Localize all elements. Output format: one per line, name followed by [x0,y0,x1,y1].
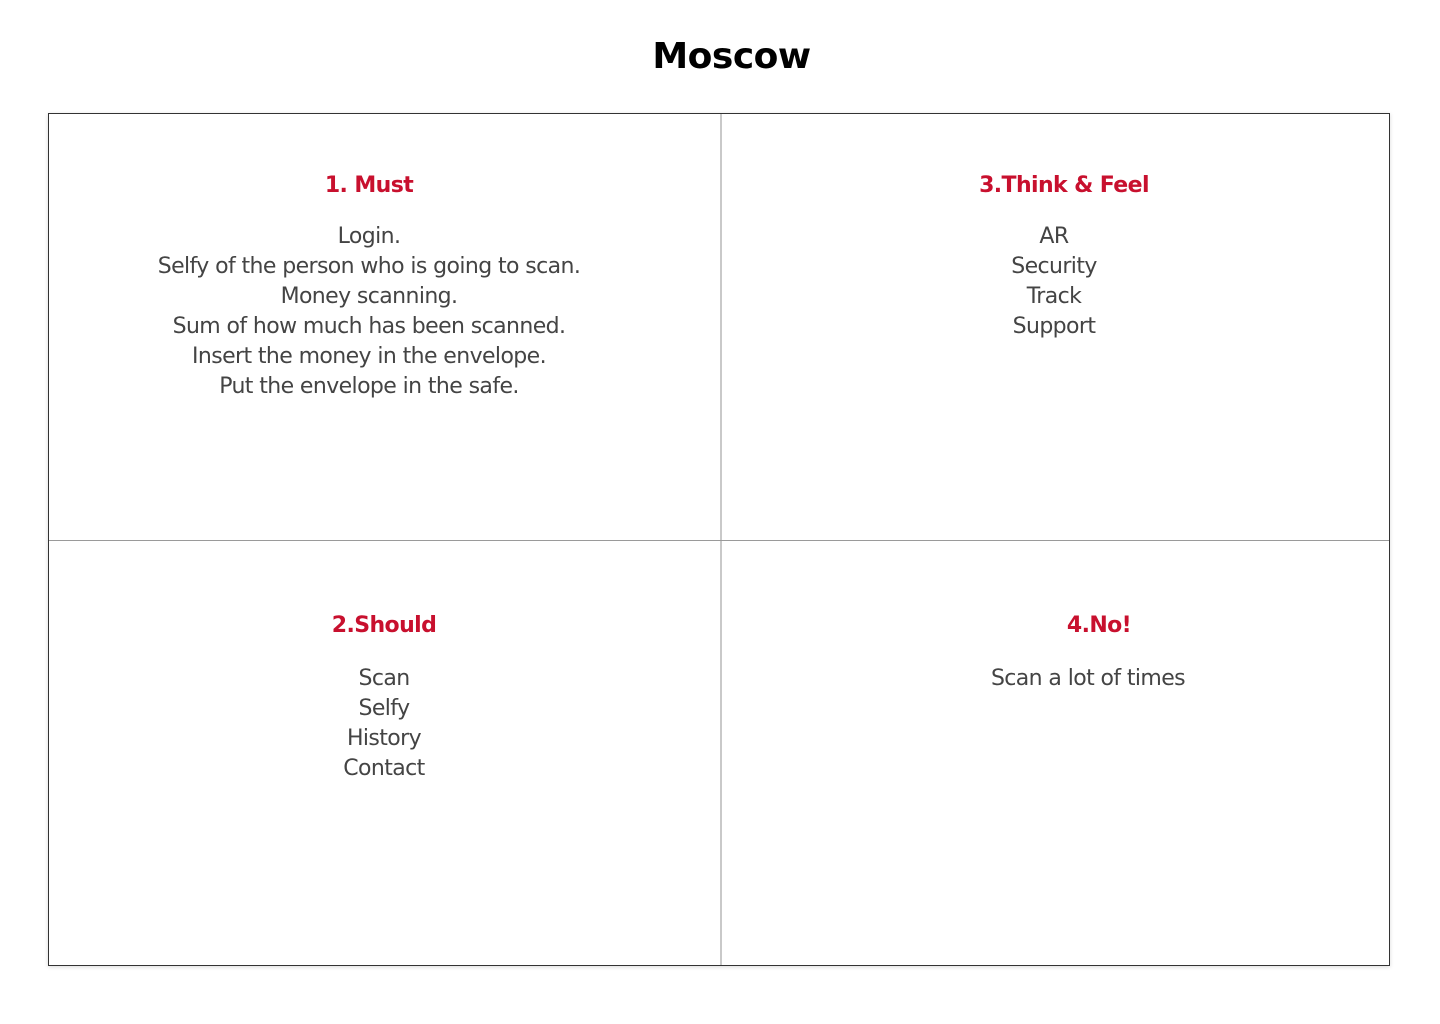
list-item: History [346,726,422,751]
quadrant-should-list [129,664,639,784]
list-item: Selfy [358,696,410,721]
quadrant-must-heading: 1. Must [324,173,414,198]
quadrant-think-feel-list [739,222,1389,342]
quadrant-no-list [769,664,1429,694]
list-item: Money scanning. [280,284,458,309]
quadrant-should-heading: 2.Should [331,613,437,638]
list-item: Security [1011,254,1097,279]
list-item: Login. [337,224,401,249]
quadrant-must [89,172,649,402]
quadrant-think-feel-heading: 3.Think & Feel [979,173,1149,198]
list-item: Put the envelope in the safe. [219,374,519,399]
quadrant-should [129,612,639,784]
list-item: Scan a lot of times [990,666,1186,691]
list-item: Insert the money in the envelope. [191,344,547,369]
list-item: Selfy of the person who is going to scan. [157,254,581,279]
quadrant-no-heading: 4.No! [1066,613,1132,638]
list-item: Support [1012,314,1096,339]
quadrant-no [769,612,1429,694]
page-title: Moscow [652,36,811,77]
quadrant-think-feel [739,172,1389,342]
list-item: Sum of how much has been scanned. [172,314,566,339]
list-item: AR [1039,224,1069,249]
moscow-matrix [48,113,1390,966]
quadrant-must-list [89,222,649,402]
list-item: Scan [358,666,410,691]
list-item: Track [1026,284,1082,309]
list-item: Contact [343,756,425,781]
horizontal-divider [49,540,1389,541]
